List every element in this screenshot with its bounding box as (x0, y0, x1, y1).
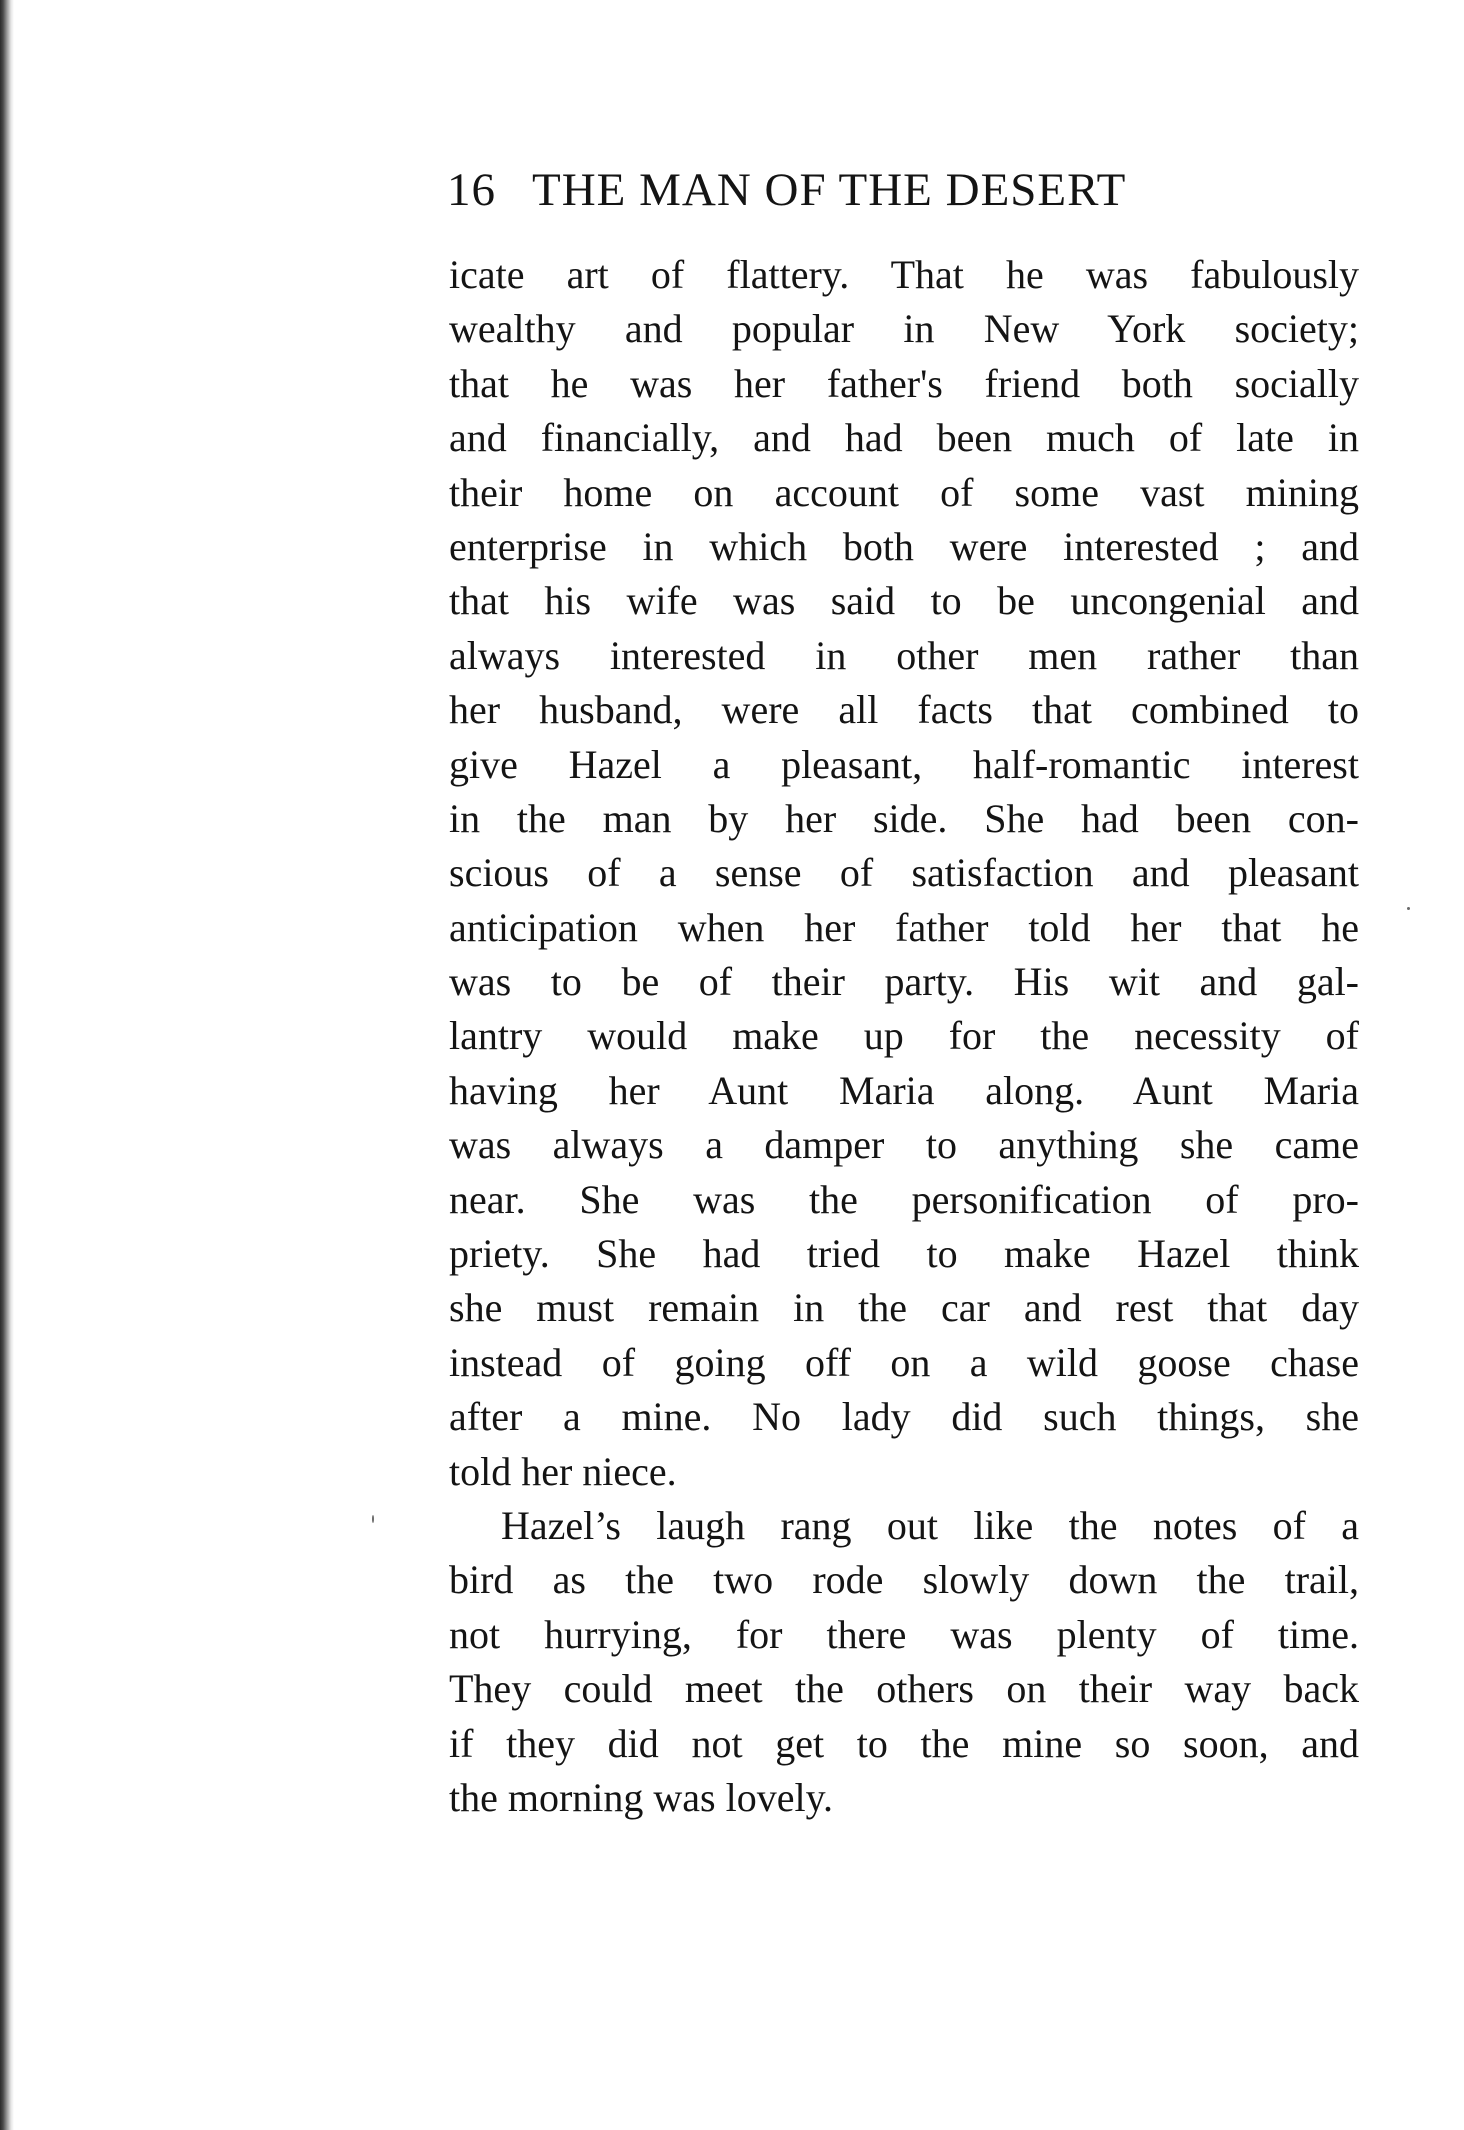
text-line: having her Aunt Maria along. Aunt Maria (449, 1067, 1359, 1113)
text-line: scious of a sense of satisfaction and pleasant (449, 850, 1359, 896)
paragraph (449, 1499, 1359, 1825)
text-line: she must remain in the car and rest that day (449, 1285, 1359, 1331)
text-line: was to be of their party. His wit and gal- (449, 959, 1359, 1005)
text-line: wealthy and popular in New York society; (449, 306, 1359, 352)
text-line: that his wife was said to be uncongenial and (449, 578, 1359, 624)
text-line: give Hazel a pleasant, half-romantic interest (449, 741, 1359, 787)
text-line: the morning was lovely. (449, 1774, 834, 1820)
text-line: and financially, and had been much of late in (449, 415, 1359, 461)
paper-speck (1407, 907, 1410, 910)
paper-speck (372, 1515, 374, 1523)
text-line: instead of going off on a wild goose chase (449, 1339, 1359, 1385)
text-line: anticipation when her father told her that he (449, 904, 1359, 950)
text-line: in the man by her side. She had been con- (449, 795, 1359, 841)
text-line: their home on account of some vast mining (449, 469, 1359, 515)
page-binding-edge (0, 0, 14, 2130)
text-line: told her niece. (449, 1448, 677, 1494)
text-line: after a mine. No lady did such things, she (449, 1394, 1359, 1440)
text-line: Hazel’s laugh rang out like the notes of a (501, 1502, 1359, 1548)
text-line: near. She was the personification of pro- (449, 1176, 1359, 1222)
text-line: was always a damper to anything she came (449, 1122, 1359, 1168)
text-line: priety. She had tried to make Hazel think (449, 1231, 1359, 1277)
page-number: 16 (447, 164, 496, 216)
text-line: icate art of flattery. That he was fabulously (449, 252, 1359, 297)
text-line: her husband, were all facts that combined to (449, 687, 1359, 733)
paragraph (449, 248, 1359, 1499)
body-text (449, 248, 1359, 1825)
text-line: enterprise in which both were interested ; and (449, 523, 1359, 569)
running-title: THE MAN OF THE DESERT (532, 164, 1127, 216)
text-line: if they did not get to the mine so soon, and (449, 1720, 1359, 1766)
text-line: They could meet the others on their way back (449, 1666, 1359, 1712)
text-line: bird as the two rode slowly down the trail, (449, 1557, 1359, 1603)
running-header (447, 160, 1347, 220)
text-line: not hurrying, for there was plenty of time. (449, 1611, 1359, 1657)
text-line: lantry would make up for the necessity of (449, 1013, 1359, 1059)
text-line: that he was her father's friend both socially (449, 360, 1359, 406)
text-line: always interested in other men rather than (449, 632, 1359, 678)
